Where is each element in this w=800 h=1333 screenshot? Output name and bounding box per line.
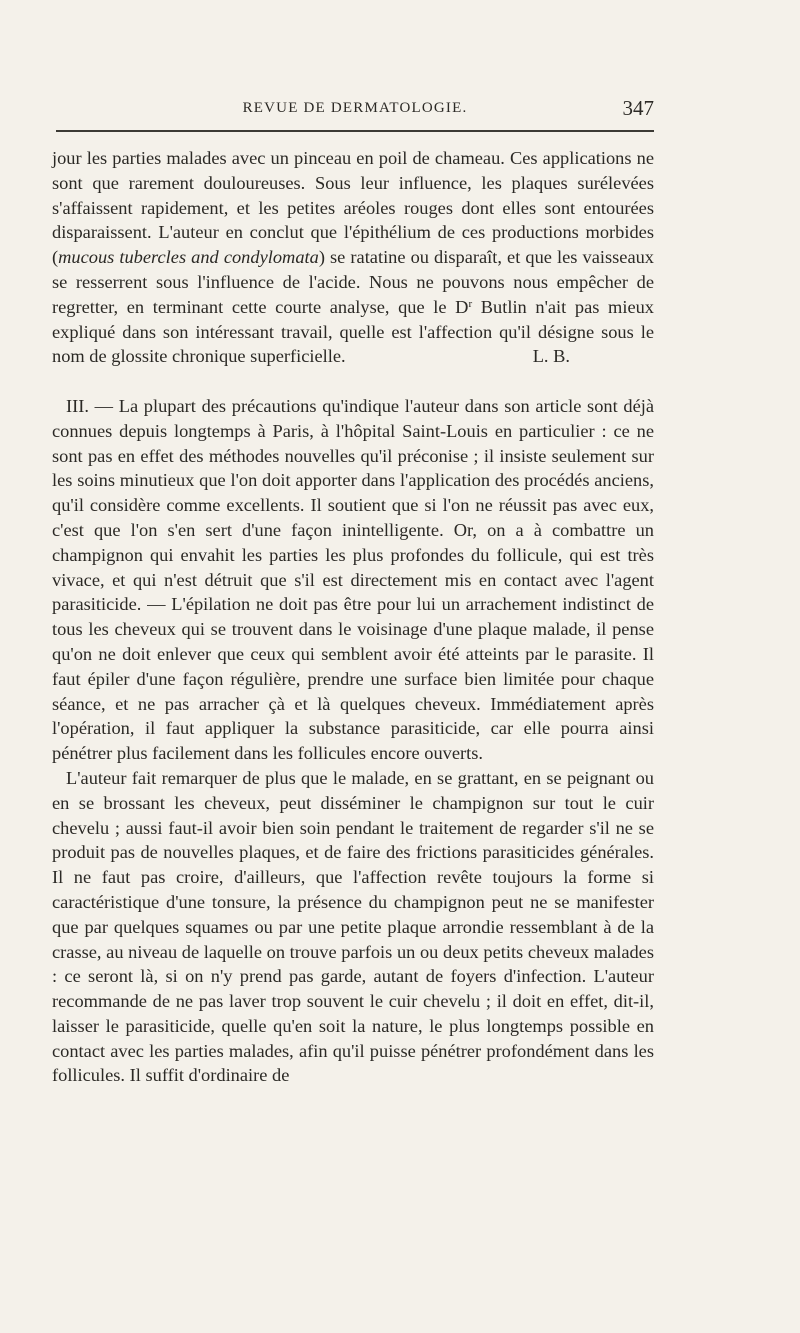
author-initials: L. B.	[532, 346, 570, 367]
paragraph-text: Butlin n'ait pas mieux expliqué dans son intéressant travail, quelle est l'affection qu'il désigne sous le nom de glossite chronique superficielle.	[52, 296, 654, 367]
paragraph-text: ) se ratatine ou disparaît, et que les vaisseaux se resserrent sous l'influence de l'acide. Nous ne pouvons nous empêcher de regretter, en terminant cette courte analyse, que le D	[52, 247, 654, 317]
body-text	[52, 146, 654, 1088]
superscript: r	[468, 297, 473, 310]
header-rule	[56, 130, 654, 132]
paragraph-text: jour les parties malades avec un pinceau en poil de chameau. Ces applications ne sont que rarement douloureuses. Sous leur influence, les plaques surélevées s'affaissent rapidement, et les petites aréoles rouges dont elles sont entourées disparaissent. L'auteur en conclut que l'épithélium de ces productions morbides (	[52, 148, 654, 268]
paragraph-continuation: L'auteur fait remarquer de plus que le malade, en se grattant, en se peignant ou en se brossant les cheveux, peut disséminer le champignon sur tout le cuir chevelu ; aussi faut-il avoir bien soin pendant le traitement de regarder s'il ne se produit pas de nouvelles plaques, et de faire des frictions parasiticides générales. Il ne faut pas croire, d'ailleurs, que l'affection revête toujours la forme si caractéristique d'une tonsure, la présence du champignon peut ne se manifester que par quelques squames ou par une petite plaque arrondie ressemblant à de la crasse, au niveau de laquelle on trouve parfois un ou deux petits cheveux malades : ce seront là, si on n'y prend pas garde, autant de foyers d'infection. L'auteur recommande de ne pas laver trop souvent le cuir chevelu ; il doit en effet, dit-il, laisser le parasiticide, quelle qu'en soit la nature, le plus longtemps possible en contact avec les parties malades, afin qu'il puisse pénétrer profondément dans les follicules. Il suffit d'ordinaire de	[52, 767, 654, 1086]
paragraph-section-iii: III. — La plupart des précautions qu'indique l'auteur dans son article sont déjà connues depuis longtemps à Paris, à l'hôpital Saint-Louis en particulier : ce ne sont pas en effet des méthodes nouvelles qu'il préconise ; il insiste seulement sur les soins minutieux que l'on doit apporter dans l'application des procédés anciens, qu'il considère comme excellents. Il soutient que si l'on ne réussit pas avec eux, c'est que l'on s'en sert d'une façon inintelligente. Or, on a à combattre un champignon qui envahit les parties les plus profondes du follicule, qui est très vivace, et qui n'est détruit que s'il est directement mis en contact avec l'agent parasiticide. — L'épilation ne doit pas être pour lui un arrachement indistinct de tous les cheveux qui se trouvent dans le voisinage d'une plaque malade, il pense qu'on ne doit enlever que ceux qui semblent avoir été atteints par le parasite. Il faut épiler d'une façon régulière, prendre une surface bien limitée pour chaque séance, et ne pas arracher çà et là quelques cheveux. Immédiatement après l'opération, il faut appliquer la substance parasiticide, car elle pourra ainsi pénétrer plus facilement dans les follicules encore ouverts.	[52, 395, 654, 764]
running-head: REVUE DE DERMATOLOGIE.	[242, 100, 468, 116]
italic-term: mucous tubercles and condylomata	[58, 247, 319, 268]
page-number: 347	[622, 96, 654, 120]
page-header	[56, 96, 654, 130]
section-gap	[52, 369, 654, 394]
paragraph-butlin	[52, 146, 654, 369]
